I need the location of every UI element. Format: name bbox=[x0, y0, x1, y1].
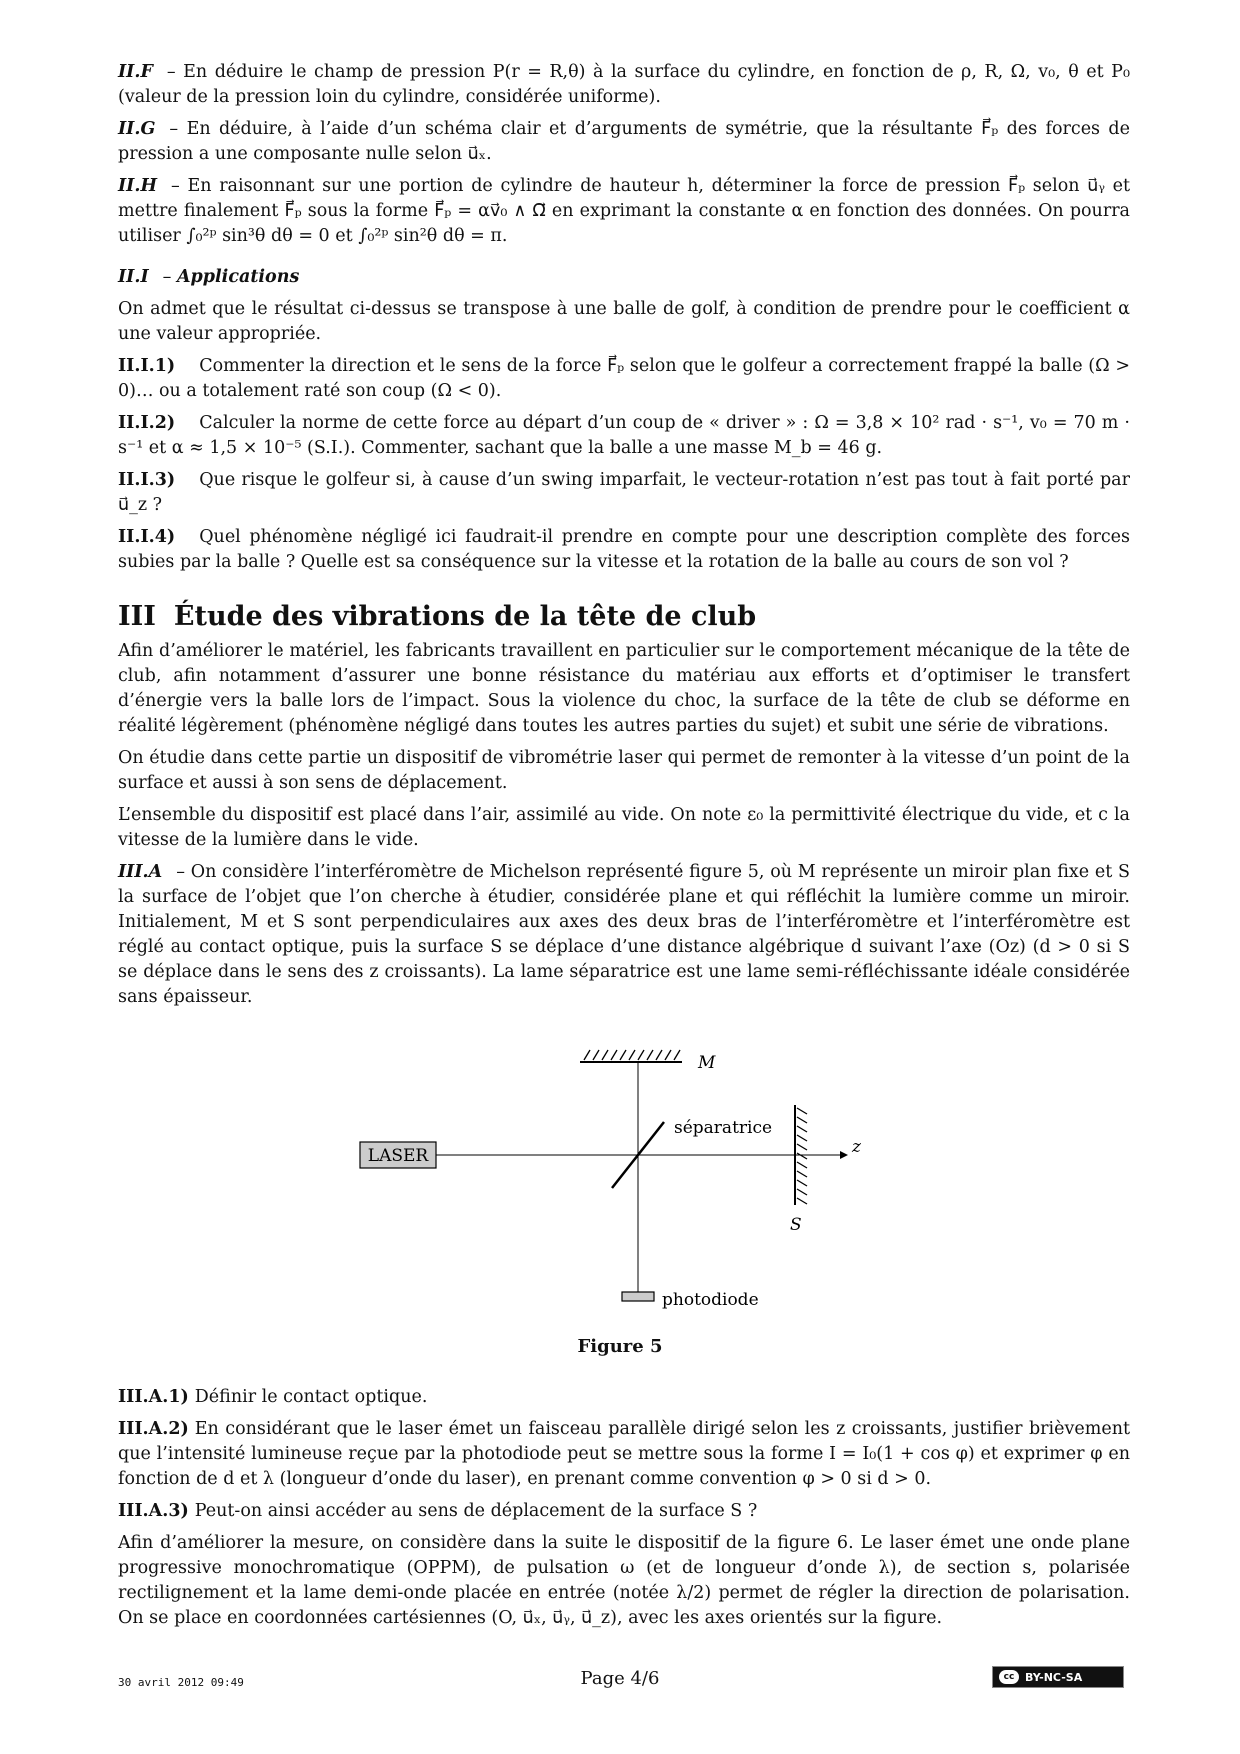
photodiode bbox=[622, 1292, 654, 1301]
question-IIIA: III.A – On considère l’interféromètre de Michelson représenté figure 5, où M représente un miroir plan fixe et S la surface de l’objet que l’on cherche à étudier, considérée plane et qui réfléchit la lumière comme un miroir. Initialement, M et S sont perpendiculaires aux axes des deux bras de l’interféromètre et l’interféromètre est réglé au contact optique, puis la surface S se déplace d’une distance algébrique d suivant l’axe (Oz) (d > 0 si S se déplace dans le sens des z croissants). La lame séparatrice est une lame semi-réfléchissante idéale considérée sans épaisseur. bbox=[118, 862, 1130, 1007]
section-title-text: Étude des vibrations de la tête de club bbox=[173, 601, 757, 632]
question-III3 bbox=[118, 468, 1130, 518]
question-text: En raisonnant sur une portion de cylindre de hauteur h, déterminer la force de pression F⃗ₚ selon u⃗ᵧ et mettre finalement F⃗ₚ sous la forme F⃗ₚ = αv⃗₀ ∧ Ω⃗ en exprimant la constante α en fonction des données. On pourra utiliser ∫₀²ᵖ sin³θ dθ = 0 et ∫₀²ᵖ sin²θ dθ = π. bbox=[118, 176, 1130, 246]
mirror-m-hatching bbox=[584, 1050, 680, 1060]
paragraph: On étudie dans cette partie un dispositif de vibrométrie laser qui permet de remonter à la vitesse d’un point de la surface et aussi à son sens de déplacement. bbox=[118, 748, 1130, 793]
photodiode-label: photodiode bbox=[662, 1290, 759, 1310]
question-IIH: II.H – En raisonnant sur une portion de cylindre de hauteur h, déterminer la force de pression F⃗ₚ selon u⃗ᵧ et mettre finalement F⃗ₚ sous la forme F⃗ₚ = αv⃗₀ ∧ Ω⃗ en exprimant la constante α en fonction des données. On pourra utiliser ∫₀²ᵖ sin³θ dθ = 0 et ∫₀²ᵖ sin²θ dθ = π. bbox=[118, 176, 1130, 246]
lower-body bbox=[118, 1385, 1130, 1638]
question-text: En considérant que le laser émet un faisceau parallèle dirigé selon les z croissants, justifier brièvement que l’intensité lumineuse reçue par la photodiode peut se mettre sous la forme I = I₀(1 + cos φ) et exprimer φ en fonction de d et λ (longueur d’onde du laser), en prenant comme convention φ > 0 si d > 0. bbox=[118, 1419, 1130, 1489]
question-label: II.I.4) bbox=[118, 527, 176, 547]
subsection-heading: II.I – Applications bbox=[118, 267, 300, 287]
figure-caption: Figure 5 bbox=[577, 1336, 663, 1357]
question-text: En déduire le champ de pression P(r = R,θ) à la surface du cylindre, en fonction de ρ, R, Ω, v₀, θ et P₀ (valeur de la pression loin du cylindre, considérée uniforme). bbox=[118, 62, 1130, 107]
footer-date: 30 avril 2012 09:49 bbox=[118, 1676, 244, 1689]
question-label: II.G bbox=[118, 119, 156, 139]
question-label: II.H bbox=[118, 176, 157, 196]
surface-s-hatching bbox=[797, 1108, 807, 1204]
paragraph: L’ensemble du dispositif est placé dans l’air, assimilé au vide. On note ε₀ la permittivité électrique du vide, et c la vitesse de la lumière dans le vide. bbox=[118, 805, 1130, 850]
z-axis-label: z bbox=[852, 1137, 861, 1157]
question-label: III.A.2) bbox=[118, 1419, 189, 1439]
section-number: III bbox=[118, 601, 156, 632]
question-IIG: II.G – En déduire, à l’aide d’un schéma clair et d’arguments de symétrie, que la résultante F⃗ₚ des forces de pression a une composante nulle selon u⃗ₓ. bbox=[118, 119, 1130, 164]
question-label: III.A.3) bbox=[118, 1501, 189, 1521]
question-label: II.I.1) bbox=[118, 356, 176, 376]
cc-icon: cc bbox=[999, 1670, 1019, 1684]
page-number: Page 4/6 bbox=[580, 1668, 660, 1689]
license-badge[interactable] bbox=[992, 1666, 1124, 1688]
question-text: Définir le contact optique. bbox=[194, 1387, 428, 1407]
question-label: III.A bbox=[118, 862, 163, 882]
section-title bbox=[118, 601, 1130, 633]
question-label: II.F bbox=[118, 62, 153, 82]
question-IIIA2 bbox=[118, 1417, 1130, 1492]
question-III2 bbox=[118, 411, 1130, 461]
question-text: On considère l’interféromètre de Michelson représenté figure 5, où M représente un miroir plan fixe et S la surface de l’objet que l’on cherche à étudier, considérée plane et qui réfléchit la lumière comme un miroir. Initialement, M et S sont perpendiculaires aux axes des deux bras de l’interféromètre et l’interféromètre est réglé au contact optique, puis la surface S se déplace d’une distance algébrique d suivant l’axe (Oz) (d > 0 si S se déplace dans le sens des z croissants). La lame séparatrice est une lame semi-réfléchissante idéale considérée sans épaisseur. bbox=[118, 862, 1130, 1007]
surface-s-label: S bbox=[790, 1215, 802, 1235]
question-III4 bbox=[118, 525, 1130, 575]
subsection-intro: On admet que le résultat ci-dessus se transpose à une balle de golf, à condition de prendre pour le coefficient α une valeur appropriée. bbox=[118, 299, 1130, 344]
question-text: Commenter la direction et le sens de la force F⃗ₚ selon que le golfeur a correctement frappé la balle (Ω > 0)… ou a totalement raté son coup (Ω < 0). bbox=[118, 356, 1130, 401]
question-IIIA3 bbox=[118, 1499, 1130, 1524]
question-text: En déduire, à l’aide d’un schéma clair et d’arguments de symétrie, que la résultante F⃗ₚ des forces de pression a une composante nulle selon u⃗ₓ. bbox=[118, 119, 1130, 164]
question-text: Quel phénomène négligé ici faudrait-il prendre en compte pour une description complète des forces subies par la balle ? Quelle est sa conséquence sur la vitesse et la rotation de la balle au cours de son vol ? bbox=[118, 527, 1130, 572]
mirror-m-label: M bbox=[698, 1053, 716, 1073]
michelson-figure bbox=[330, 1040, 890, 1330]
subsection-title: Applications bbox=[176, 267, 300, 287]
page-body bbox=[118, 60, 1130, 1017]
question-III1 bbox=[118, 354, 1130, 404]
question-label: II.I.3) bbox=[118, 470, 176, 490]
question-label: II.I.2) bbox=[118, 413, 176, 433]
question-text: Que risque le golfeur si, à cause d’un swing imparfait, le vecteur-rotation n’est pas tout à fait porté par u⃗_z ? bbox=[118, 470, 1130, 515]
question-IIF: II.F – En déduire le champ de pression P(r = R,θ) à la surface du cylindre, en fonction de ρ, R, Ω, v₀, θ et P₀ (valeur de la pression loin du cylindre, considérée uniforme). bbox=[118, 62, 1130, 107]
question-IIIA1 bbox=[118, 1385, 1130, 1410]
question-text: Calculer la norme de cette force au départ d’un coup de « driver » : Ω = 3,8 × 10² rad · s⁻¹, v₀ = 70 m · s⁻¹ et α ≈ 1,5 × 10⁻⁵ (S.I.). Commenter, sachant que la balle a une masse M_b = 46 g. bbox=[118, 413, 1130, 458]
subsection-label: II.I bbox=[118, 267, 149, 287]
z-axis-arrow bbox=[840, 1151, 848, 1159]
paragraph: Afin d’améliorer la mesure, on considère dans la suite le dispositif de la figure 6. Le laser émet une onde plane progressive monochromatique (OPPM), de pulsation ω (et de longueur d’onde λ), de section s, polarisée rectilignement et la lame demi-onde placée en entrée (notée λ/2) permet de régler la direction de polarisation. On se place en coordonnées cartésiennes (O, u⃗ₓ, u⃗ᵧ, u⃗_z), avec les axes orientés sur la figure. bbox=[118, 1533, 1130, 1628]
question-text: Peut-on ainsi accéder au sens de déplacement de la surface S ? bbox=[194, 1501, 758, 1521]
paragraph: Afin d’améliorer le matériel, les fabricants travaillent en particulier sur le comportement mécanique de la tête de club, afin notamment d’assurer une bonne résistance du matériau aux efforts et d’optimiser le transfert d’énergie vers la balle lors de l’impact. Sous la violence du choc, la surface de la tête de club se déforme en réalité légèrement (phénomène négligé dans toutes les autres parties du sujet) et subit une série de vibrations. bbox=[118, 641, 1130, 736]
question-label: III.A.1) bbox=[118, 1387, 189, 1407]
license-text: BY-NC-SA bbox=[1025, 1670, 1083, 1684]
laser-label: LASER bbox=[367, 1146, 429, 1166]
separatrice-label: séparatrice bbox=[674, 1118, 773, 1138]
